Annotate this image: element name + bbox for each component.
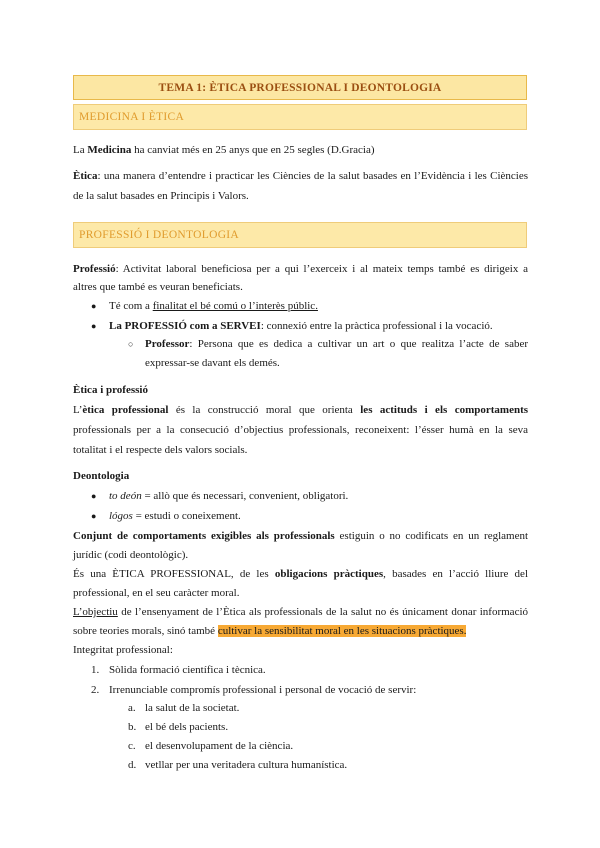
- list-item: [109, 296, 529, 316]
- underlined-text: finalitat el bé comú o l’interès públic.: [152, 300, 318, 312]
- paragraph-es-line2: professional, en el seu caràcter moral.: [73, 587, 240, 599]
- italic-text: to deón: [109, 490, 142, 502]
- list-item: [109, 506, 529, 526]
- bullet-icon: ●: [91, 321, 97, 331]
- bold-text: Ètica: [73, 170, 98, 182]
- text: Té com a: [109, 300, 150, 312]
- text: és la construcció moral que orienta: [175, 404, 353, 416]
- text: L’: [73, 404, 83, 416]
- bold-text: Professió: [73, 263, 116, 275]
- integritat-label: Integritat professional:: [73, 644, 173, 656]
- list-letter: d.: [128, 759, 137, 771]
- page-title: TEMA 1: ÈTICA PROFESSIONAL I DEONTOLOGIA: [73, 75, 527, 100]
- underlined-text: L’objectiu: [73, 606, 118, 618]
- bullet-icon: ●: [91, 511, 97, 521]
- text: La: [73, 144, 85, 156]
- text: = allò que és necessari, convenient, obligatori.: [144, 490, 349, 502]
- lettered-item: vetllar per una veritadera cultura humanística.: [145, 759, 348, 771]
- text: : una manera d’entendre i practicar les Ciències de la salut basades en l’Evidència i les Ciències: [97, 170, 528, 182]
- list-letter: c.: [128, 740, 136, 752]
- text: : Activitat laboral beneficiosa per a qui l’exerceix i al mateix temps també es dirigeix a: [115, 263, 528, 275]
- italic-text: lógos: [109, 510, 133, 522]
- bold-text: Conjunt de comportaments exigibles als professionals: [73, 530, 335, 542]
- bold-text: La PROFESSIÓ com a SERVEI: [109, 320, 261, 332]
- paragraph-etica-line2: de la salut basades en Principis i Valors.: [73, 190, 249, 202]
- lettered-item: el bé dels pacients.: [145, 721, 229, 733]
- paragraph-conjunt-line2: jurídic (codi deontològic).: [73, 549, 189, 561]
- lettered-item: la salut de la societat.: [145, 702, 240, 714]
- sub-list-item-line1: [145, 334, 528, 354]
- paragraph-objectiu-line2: [73, 621, 528, 641]
- bullet-icon: ●: [91, 301, 97, 311]
- paragraph-medicina: [73, 140, 528, 160]
- list-letter: a.: [128, 702, 136, 714]
- text: sobre teories morals, sinó també: [73, 625, 216, 637]
- text: ha canviat més en 25 anys que en 25 segles (D.Gracia): [134, 144, 375, 156]
- text: = estudi o coneixement.: [135, 510, 241, 522]
- list-number: 2.: [91, 684, 100, 696]
- circle-bullet-icon: ○: [128, 339, 134, 349]
- section-heading-professio: PROFESSIÓ I DEONTOLOGIA: [73, 222, 527, 248]
- bold-text: Professor: [145, 338, 190, 350]
- list-item: [109, 316, 529, 336]
- list-item: [109, 486, 529, 506]
- list-number: 1.: [91, 664, 100, 676]
- bold-text: les actituds i els comportaments: [360, 404, 529, 416]
- paragraph-etica-line1: [73, 166, 528, 186]
- text: estiguin o no codificats en un reglament: [339, 530, 529, 542]
- text: de l’ensenyament de l’Ètica als professionals de la salut no és únicament donar informació: [121, 606, 529, 618]
- bullet-icon: ●: [91, 491, 97, 501]
- text: : connexió entre la pràctica professional i la vocació.: [260, 320, 493, 332]
- bold-text: ètica professional: [82, 404, 169, 416]
- paragraph-etica-prof-line3: totalitat i el respecte dels valors socials.: [73, 444, 248, 456]
- bold-text: obligacions pràctiques: [274, 568, 384, 580]
- lettered-item: el desenvolupament de la ciència.: [145, 740, 294, 752]
- text: , basades en l’acció lliure del: [383, 568, 528, 580]
- list-letter: b.: [128, 721, 137, 733]
- bold-text: Medicina: [87, 144, 132, 156]
- paragraph-etica-prof-line1: [73, 400, 528, 420]
- paragraph-professio-line2: altres que també es veuran beneficiats.: [73, 281, 243, 293]
- paragraph-professio-line1: [73, 259, 528, 279]
- text: És una ÈTICA PROFESSIONAL, de les: [73, 568, 269, 580]
- text: : Persona que es dedica a cultivar un art o que realitza l’acte de saber: [189, 338, 528, 350]
- paragraph-conjunt-line1: [73, 526, 528, 546]
- section-heading-medicina: MEDICINA I ÈTICA: [73, 104, 527, 130]
- subheading-deontologia: Deontologia: [73, 470, 130, 482]
- highlighted-text: cultivar la sensibilitat moral en les situacions pràctiques.: [217, 625, 467, 637]
- paragraph-etica-prof-line2: professionals per a la consecució d’objectius professionals, reconeixent: l’ésser humà en la seva: [73, 424, 528, 436]
- numbered-item: Irrenunciable compromís professional i personal de vocació de servir:: [109, 684, 417, 696]
- sub-list-item-line2: expressar-se davant els demés.: [145, 357, 280, 369]
- paragraph-es-line1: [73, 564, 528, 584]
- subheading-etica-professio: Ètica i professió: [73, 384, 148, 396]
- numbered-item: Sòlida formació científica i tècnica.: [109, 664, 266, 676]
- paragraph-objectiu-line1: [73, 602, 528, 622]
